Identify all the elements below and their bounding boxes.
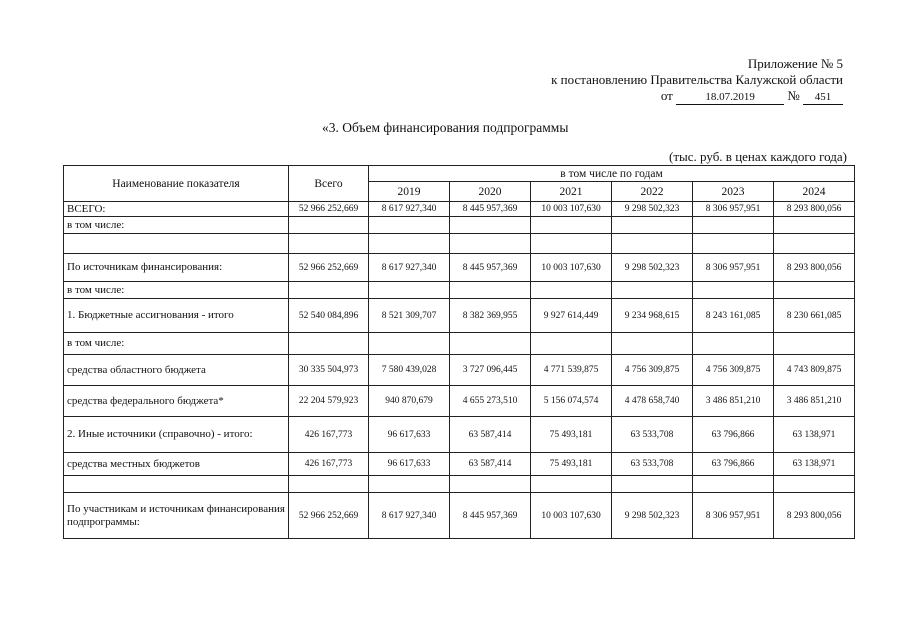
row-year-value: 63 796,866 (693, 417, 774, 453)
row-year-value (369, 476, 450, 493)
table-row (64, 476, 855, 493)
row-year-value (450, 333, 531, 355)
row-year-value: 8 306 957,951 (693, 493, 774, 539)
row-year-value: 8 445 957,369 (450, 493, 531, 539)
row-year-value: 8 293 800,056 (774, 202, 855, 217)
row-year-value: 63 533,708 (612, 417, 693, 453)
units-note: (тыс. руб. в ценах каждого года) (669, 149, 847, 164)
row-total-value: 52 966 252,669 (289, 202, 369, 217)
date-prefix: от (660, 88, 673, 103)
row-year-value (369, 282, 450, 299)
row-year-value: 4 743 809,875 (774, 355, 855, 386)
row-year-value (450, 476, 531, 493)
year-header: 2022 (612, 182, 693, 202)
section-title: «3. Объем финансирования подпрограммы (322, 120, 569, 135)
decree-date-line (551, 88, 843, 105)
row-year-value: 7 580 439,028 (369, 355, 450, 386)
header-total: Всего (289, 166, 369, 202)
row-year-value (450, 234, 531, 254)
row-year-value (531, 476, 612, 493)
row-indicator-name: 2. Иные источники (справочно) - итого: (64, 417, 289, 453)
row-indicator-name (64, 476, 289, 493)
row-year-value (369, 217, 450, 234)
row-year-value (612, 234, 693, 254)
row-year-value: 8 306 957,951 (693, 254, 774, 282)
row-year-value: 63 796,866 (693, 453, 774, 476)
row-total-value (289, 476, 369, 493)
row-year-value (774, 217, 855, 234)
row-year-value: 63 587,414 (450, 453, 531, 476)
row-indicator-name: По участникам и источникам финансирования подпрограммы: (64, 493, 289, 539)
row-year-value: 3 486 851,210 (693, 386, 774, 417)
year-header: 2024 (774, 182, 855, 202)
row-year-value: 4 478 658,740 (612, 386, 693, 417)
row-year-value (531, 282, 612, 299)
table-row (64, 299, 855, 333)
header-years-group: в том числе по годам (369, 166, 855, 182)
row-indicator-name: средства областного бюджета (64, 355, 289, 386)
row-year-value (693, 333, 774, 355)
row-indicator-name: средства местных бюджетов (64, 453, 289, 476)
row-year-value (774, 234, 855, 254)
row-year-value: 4 756 309,875 (612, 355, 693, 386)
table-body (64, 202, 855, 539)
row-year-value (450, 217, 531, 234)
row-year-value (531, 217, 612, 234)
row-year-value: 8 445 957,369 (450, 202, 531, 217)
row-year-value: 8 293 800,056 (774, 493, 855, 539)
row-year-value (693, 217, 774, 234)
row-indicator-name: средства федерального бюджета* (64, 386, 289, 417)
row-year-value (369, 234, 450, 254)
table-row (64, 333, 855, 355)
row-year-value: 8 617 927,340 (369, 493, 450, 539)
row-year-value: 96 617,633 (369, 453, 450, 476)
row-indicator-name (64, 234, 289, 254)
row-year-value: 9 927 614,449 (531, 299, 612, 333)
row-total-value (289, 282, 369, 299)
row-indicator-name: 1. Бюджетные ассигнования - итого (64, 299, 289, 333)
row-year-value (531, 333, 612, 355)
row-total-value: 22 204 579,923 (289, 386, 369, 417)
table-row (64, 282, 855, 299)
row-year-value (450, 282, 531, 299)
table-row (64, 386, 855, 417)
row-year-value: 8 617 927,340 (369, 254, 450, 282)
table-row (64, 202, 855, 217)
row-year-value: 75 493,181 (531, 453, 612, 476)
row-year-value: 3 727 096,445 (450, 355, 531, 386)
row-year-value: 940 870,679 (369, 386, 450, 417)
row-year-value: 8 230 661,085 (774, 299, 855, 333)
row-total-value (289, 333, 369, 355)
decree-number: 451 (803, 91, 843, 105)
row-year-value (693, 476, 774, 493)
row-year-value (693, 234, 774, 254)
number-prefix: № (787, 88, 800, 103)
row-year-value: 4 756 309,875 (693, 355, 774, 386)
row-year-value: 4 655 273,510 (450, 386, 531, 417)
row-year-value: 3 486 851,210 (774, 386, 855, 417)
row-indicator-name: По источникам финансирования: (64, 254, 289, 282)
row-total-value: 426 167,773 (289, 453, 369, 476)
year-header: 2021 (531, 182, 612, 202)
row-year-value (612, 282, 693, 299)
year-header: 2023 (693, 182, 774, 202)
row-year-value (774, 476, 855, 493)
row-year-value: 5 156 074,574 (531, 386, 612, 417)
row-year-value (774, 333, 855, 355)
row-year-value: 75 493,181 (531, 417, 612, 453)
row-year-value: 8 243 161,085 (693, 299, 774, 333)
year-header: 2020 (450, 182, 531, 202)
row-total-value (289, 234, 369, 254)
row-year-value: 10 003 107,630 (531, 493, 612, 539)
row-year-value: 8 306 957,951 (693, 202, 774, 217)
row-year-value (774, 282, 855, 299)
row-indicator-name: в том числе: (64, 217, 289, 234)
appendix-header (551, 56, 843, 105)
decree-date: 18.07.2019 (676, 91, 784, 105)
row-indicator-name: в том числе: (64, 282, 289, 299)
row-indicator-name: в том числе: (64, 333, 289, 355)
row-year-value: 9 234 968,615 (612, 299, 693, 333)
row-total-value: 52 966 252,669 (289, 493, 369, 539)
row-year-value: 10 003 107,630 (531, 202, 612, 217)
row-year-value: 63 587,414 (450, 417, 531, 453)
table-row (64, 254, 855, 282)
row-total-value: 426 167,773 (289, 417, 369, 453)
row-year-value: 8 521 309,707 (369, 299, 450, 333)
header-indicator-name: Наименование показателя (64, 166, 289, 202)
row-year-value: 9 298 502,323 (612, 202, 693, 217)
row-year-value: 8 617 927,340 (369, 202, 450, 217)
row-year-value: 63 138,971 (774, 417, 855, 453)
row-year-value: 4 771 539,875 (531, 355, 612, 386)
row-year-value (612, 476, 693, 493)
row-year-value: 9 298 502,323 (612, 254, 693, 282)
decree-reference: к постановлению Правительства Калужской области (551, 72, 843, 87)
table-row (64, 417, 855, 453)
row-year-value (369, 333, 450, 355)
row-year-value: 96 617,633 (369, 417, 450, 453)
row-year-value: 8 382 369,955 (450, 299, 531, 333)
table-row (64, 217, 855, 234)
row-year-value (612, 333, 693, 355)
financing-table (63, 165, 855, 539)
row-year-value (612, 217, 693, 234)
row-total-value (289, 217, 369, 234)
row-year-value: 8 293 800,056 (774, 254, 855, 282)
table-row (64, 453, 855, 476)
row-total-value: 52 540 084,896 (289, 299, 369, 333)
appendix-number: Приложение № 5 (747, 56, 843, 71)
table-row (64, 493, 855, 539)
row-year-value: 9 298 502,323 (612, 493, 693, 539)
row-total-value: 30 335 504,973 (289, 355, 369, 386)
row-year-value: 63 533,708 (612, 453, 693, 476)
row-year-value (693, 282, 774, 299)
row-year-value: 63 138,971 (774, 453, 855, 476)
row-indicator-name: ВСЕГО: (64, 202, 289, 217)
table-row (64, 234, 855, 254)
table-row (64, 355, 855, 386)
row-year-value (531, 234, 612, 254)
row-year-value: 8 445 957,369 (450, 254, 531, 282)
row-year-value: 10 003 107,630 (531, 254, 612, 282)
row-total-value: 52 966 252,669 (289, 254, 369, 282)
year-header: 2019 (369, 182, 450, 202)
